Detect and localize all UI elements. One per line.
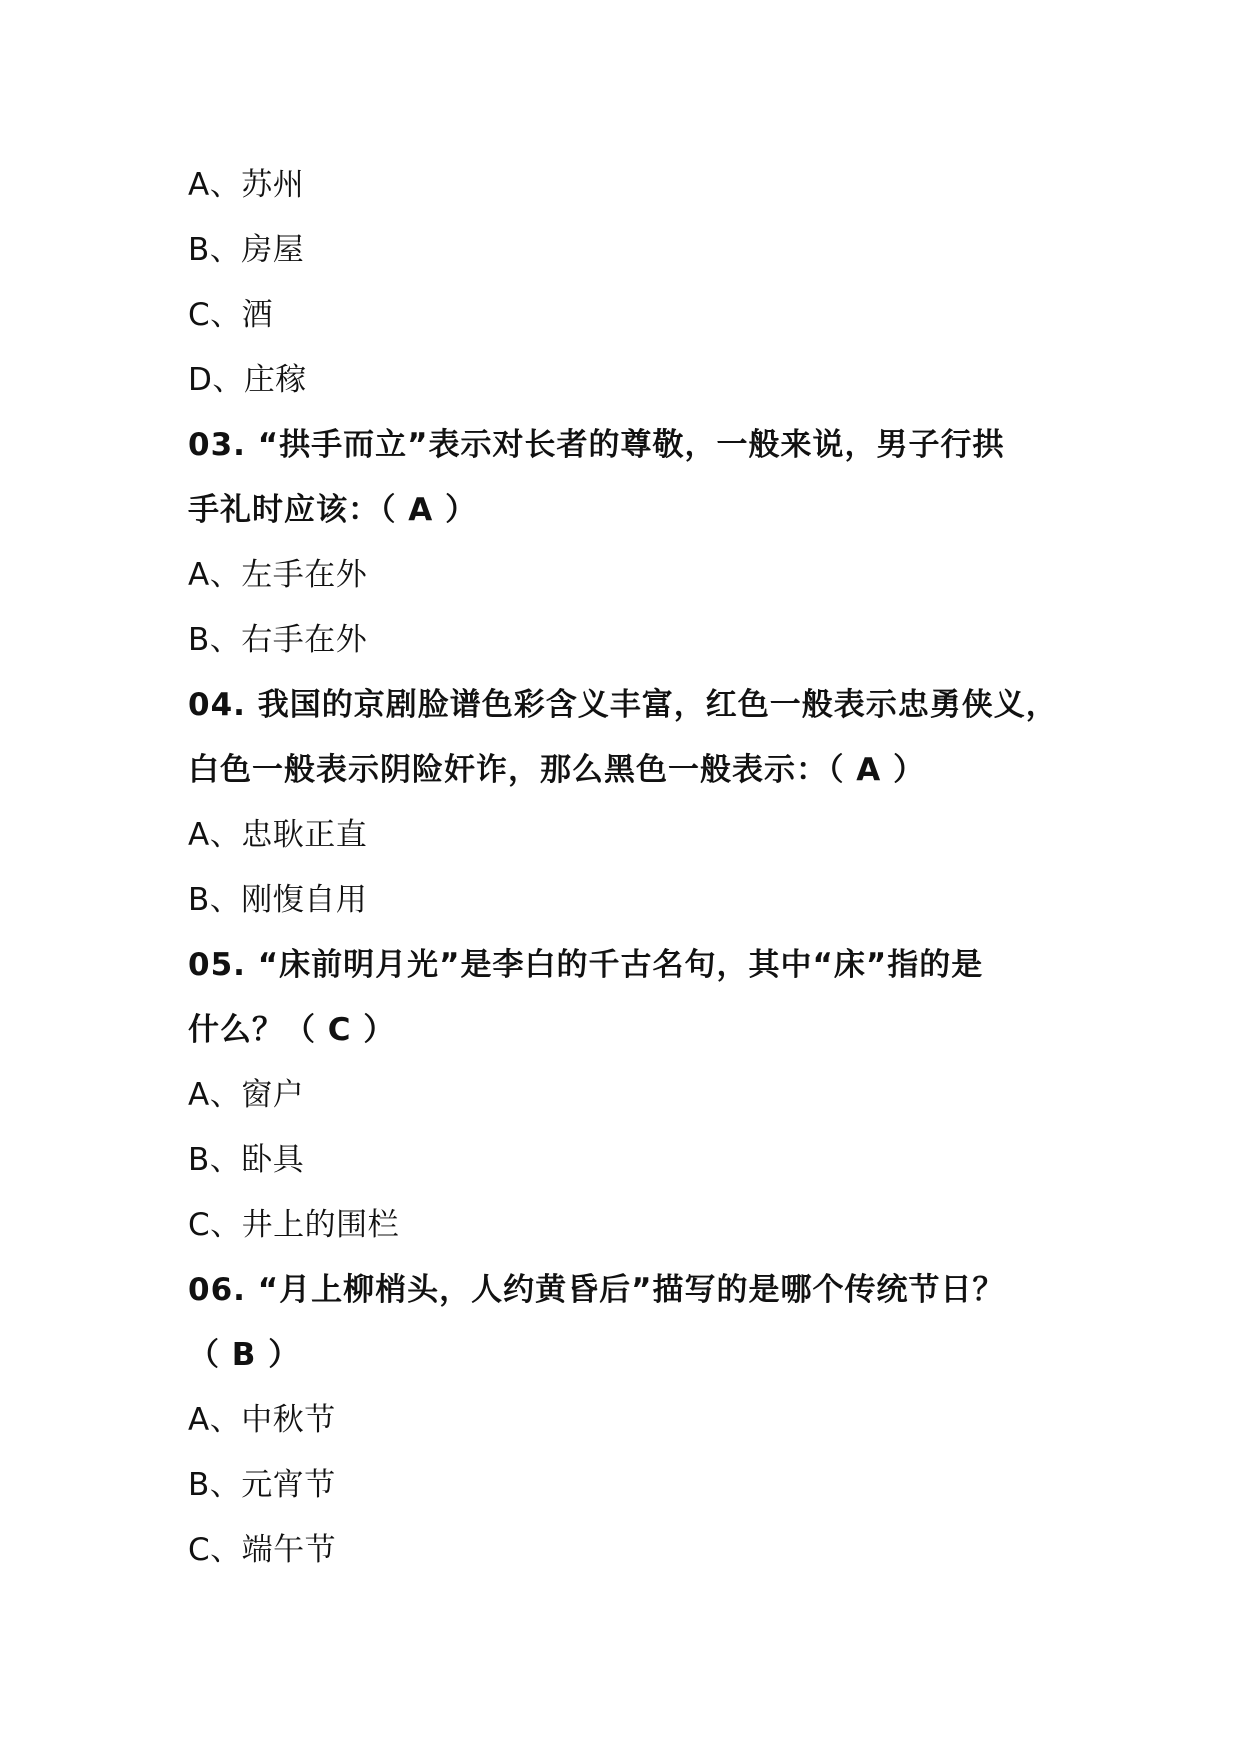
option-line: B、房屋 — [188, 232, 305, 268]
question-line: （ B ） — [188, 1337, 301, 1373]
option-line: B、卧具 — [188, 1142, 305, 1178]
question-line: 03. “拱手而立”表示对长者的尊敬，一般来说，男子行拱 — [188, 427, 1005, 463]
option-line: C、端午节 — [188, 1532, 337, 1568]
question-line: 04. 我国的京剧脸谱色彩含义丰富，红色一般表示忠勇侠义， — [188, 687, 1058, 723]
option-line: B、右手在外 — [188, 622, 368, 658]
option-line: C、酒 — [188, 297, 274, 333]
option-line: A、窗户 — [188, 1077, 305, 1113]
question-line: 白色一般表示阴险奸诈，那么黑色一般表示：（ A ） — [188, 752, 926, 788]
option-line: D、庄稼 — [188, 362, 307, 398]
question-line: 05. “床前明月光”是李白的千古名句，其中“床”指的是 — [188, 947, 984, 983]
question-line: 什么？（ C ） — [188, 1012, 396, 1048]
option-line: A、中秋节 — [188, 1402, 336, 1438]
question-line: 手礼时应该：（ A ） — [188, 492, 478, 528]
option-line: C、井上的围栏 — [188, 1207, 400, 1243]
option-line: B、刚愎自用 — [188, 882, 368, 918]
option-line: A、苏州 — [188, 167, 305, 203]
question-line: 06. “月上柳梢头，人约黄昏后”描写的是哪个传统节日？ — [188, 1272, 1005, 1308]
option-line: A、左手在外 — [188, 557, 368, 593]
option-line: A、忠耿正直 — [188, 817, 368, 853]
option-line: B、元宵节 — [188, 1467, 336, 1503]
